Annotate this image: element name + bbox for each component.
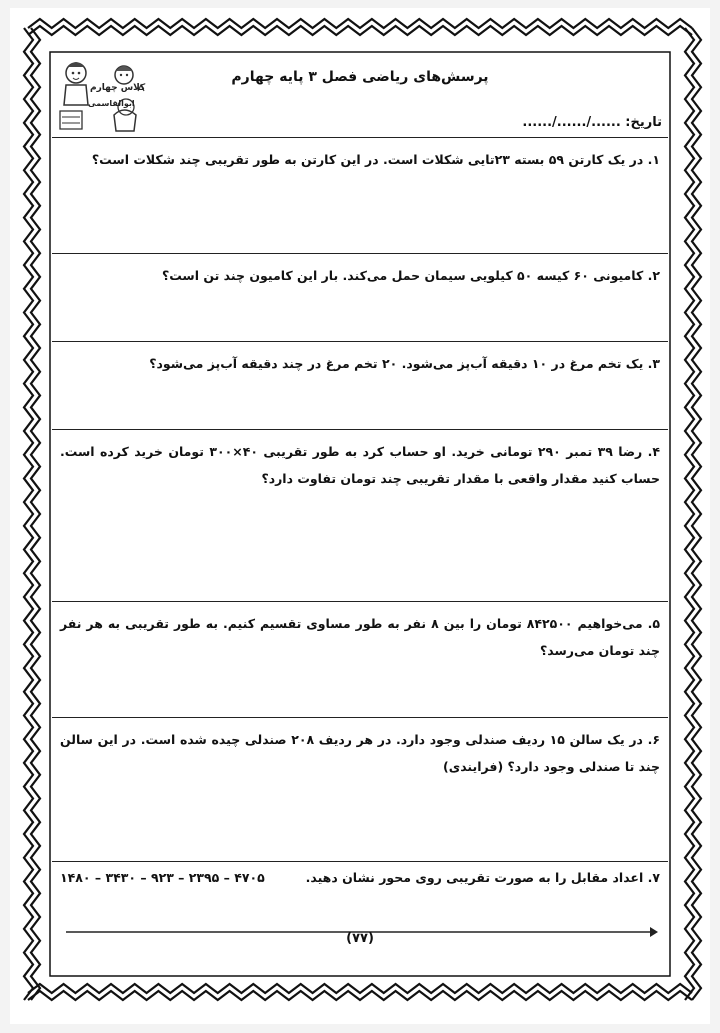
worksheet-content	[52, 55, 668, 971]
question-text: ۶. در یک سالن ۱۵ ردیف صندلی وجود دارد. در هر ردیف ۲۰۸ صندلی چیده شده است. در این سالن چند تا صندلی وجود دارد؟ (فرایندی)	[60, 732, 660, 774]
question-7-row	[52, 862, 668, 885]
logo-class-label: کلاس چهارم	[90, 83, 146, 93]
question-text: ۷. اعداد مقابل را به صورت تقریبی روی محور نشان دهید.	[305, 870, 660, 885]
number-list: ۱۴۸۰ – ۳۴۳۰ – ۹۲۳ – ۲۳۹۵ – ۴۷۰۵	[60, 870, 265, 885]
question-text: ۳. یک تخم مرغ در ۱۰ دقیقه آب‌پز می‌شود. ۲۰ تخم مرغ در چند دقیقه آب‌پز می‌شود؟	[149, 356, 660, 371]
question-1	[52, 137, 668, 254]
question-text: ۵. می‌خواهیم ۸۴۲۵۰۰ تومان را بین ۸ نفر به طور مساوی تقسیم کنیم. به طور تقریبی به هر نفر چند تومان می‌رسد؟	[60, 616, 660, 658]
question-3	[52, 341, 668, 430]
question-7	[52, 861, 668, 972]
class-logo	[54, 55, 146, 135]
question-2	[52, 253, 668, 342]
question-4	[52, 429, 668, 602]
question-5	[52, 601, 668, 718]
worksheet-header	[52, 55, 668, 137]
page-number: (۷۷)	[346, 931, 374, 946]
date-field: تاریخ: ....../....../......	[522, 115, 662, 130]
question-text: ۴. رضا ۳۹ تمبر ۲۹۰ تومانی خرید. او حساب کرد به طور تقریبی ۴۰×۳۰۰ تومان خرید کرده است. حساب کنید مقدار واقعی با مقدار تقریبی چند تومان تفاوت دارد؟	[60, 444, 661, 486]
kids-illustration-icon	[54, 55, 146, 135]
logo-teacher-label: ابوالقاسمی	[88, 99, 135, 108]
question-text: ۱. در یک کارتن ۵۹ بسته ۲۳تایی شکلات است. در این کارتن به طور تقریبی چند شکلات است؟	[91, 152, 660, 167]
question-text: ۲. کامیونی ۶۰ کیسه ۵۰ کیلویی سیمان حمل می‌کند. بار این کامیون چند تن است؟	[161, 268, 660, 283]
question-6	[52, 717, 668, 862]
page-title: پرسش‌های ریاضی فصل ۳ پایه چهارم	[231, 69, 489, 85]
